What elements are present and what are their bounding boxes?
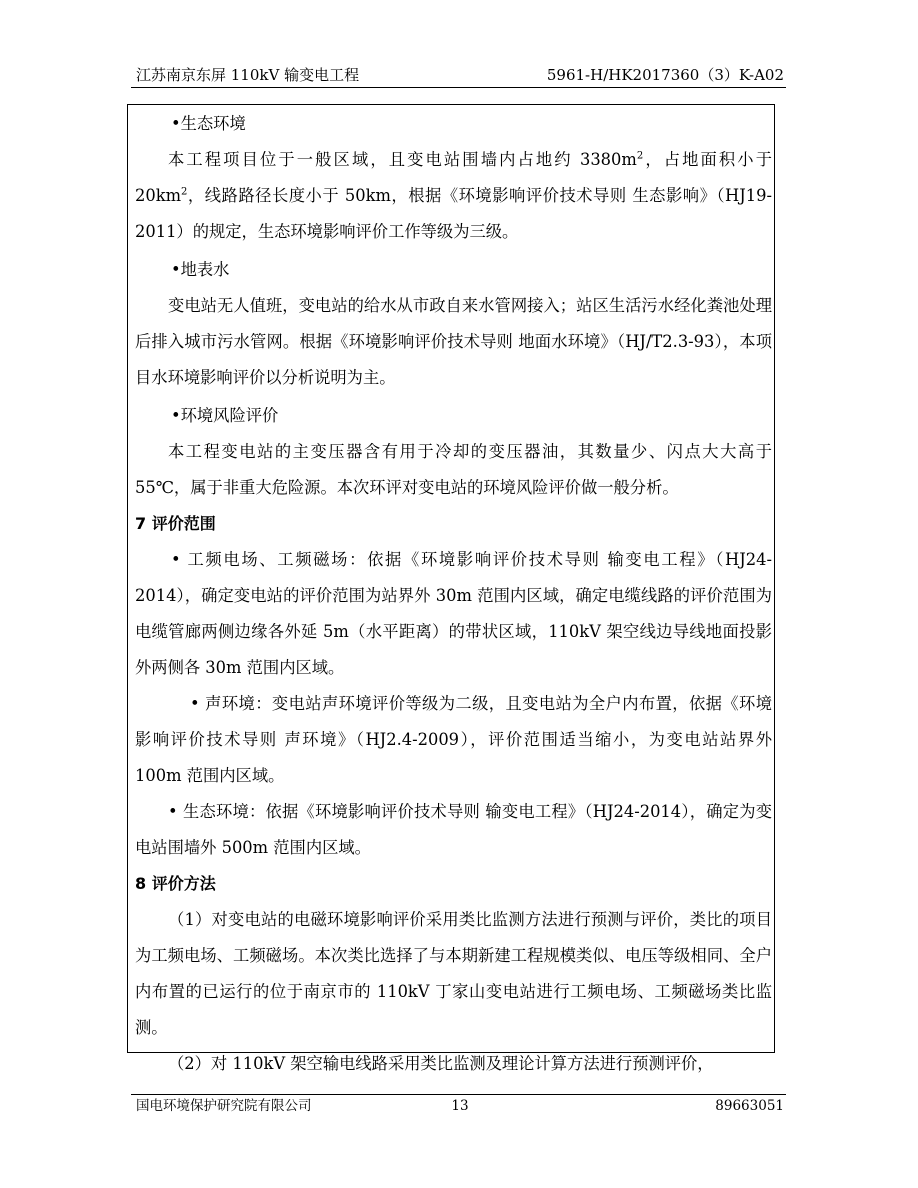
- risk-paragraph: 本工程变电站的主变压器含有用于冷却的变压器油，其数量少、闪点大大高于 55℃，属于非重大危险源。本次环评对变电站的环境风险评价做一般分析。: [135, 442, 772, 497]
- eco-subheading: •生态环境: [171, 114, 246, 133]
- project-title: 江苏南京东屏 110kV 输变电工程: [136, 66, 360, 84]
- section-7-heading: 7 评价范围: [135, 514, 216, 533]
- footer-organization: 国电环境保护研究院有限公司: [136, 1098, 312, 1114]
- section-8-heading: 8 评价方法: [135, 874, 216, 893]
- scope-emf-item: • 工频电场、工频磁场：依据《环境影响评价技术导则 输变电工程》（HJ24-2014），确定变电站的评价范围为站界外 30m 范围内区域，确定电缆线路的评价范围为电缆管廊两侧边缘各外延 5m（水平距离）的带状区域，110kV 架空线边导线地面投影外两侧各 30m 范围内区域。: [135, 550, 772, 677]
- surface-water-paragraph: 变电站无人值班，变电站的给水从市政自来水管网接入；站区生活污水经化粪池处理后排入城市污水管网。根据《环境影响评价技术导则 地面水环境》（HJ/T2.3-93），本项目水环境影响评价以分析说明为主。: [135, 296, 772, 387]
- scope-noise-item: • 声环境：变电站声环境评价等级为二级，且变电站为全户内布置，依据《环境影响评价技术导则 声环境》（HJ2.4-2009），评价范围适当缩小，为变电站站界外 100m 范围内区域。: [135, 694, 772, 785]
- page-number: 13: [451, 1098, 469, 1114]
- surface-water-subheading: •地表水: [171, 260, 230, 279]
- scope-eco-item: • 生态环境：依据《环境影响评价技术导则 输变电工程》（HJ24-2014），确定为变电站围墙外 500m 范围内区域。: [135, 802, 772, 857]
- risk-subheading: •环境风险评价: [171, 406, 279, 425]
- eco-paragraph: 本工程项目位于一般区域，且变电站围墙内占地约 $3380m^2$，占地面积小于 $20km^2$，线路路径长度小于 50km，根据《环境影响评价技术导则 生态影响》（HJ19-2011）的规定，生态环境影响评价工作等级为三级。: [135, 150, 772, 241]
- method-item-2: （2）对 110kV 架空输电线路采用类比监测及理论计算方法进行预测评价，: [168, 1054, 714, 1073]
- document-code: 5961-H/HK2017360（3）K-A02: [546, 66, 784, 84]
- footer-phone: 89663051: [715, 1098, 784, 1114]
- page-header: [136, 64, 784, 88]
- content-body: [135, 104, 772, 1082]
- footer-divider: [131, 1094, 786, 1095]
- page-footer: [136, 1096, 784, 1118]
- header-divider: [131, 87, 786, 88]
- method-item-1: （1）对变电站的电磁环境影响评价采用类比监测方法进行预测与评价，类比的项目为工频电场、工频磁场。本次类比选择了与本期新建工程规模类似、电压等级相同、全户内布置的已运行的位于南京市的 110kV 丁家山变电站进行工频电场、工频磁场类比监测。: [135, 910, 772, 1037]
